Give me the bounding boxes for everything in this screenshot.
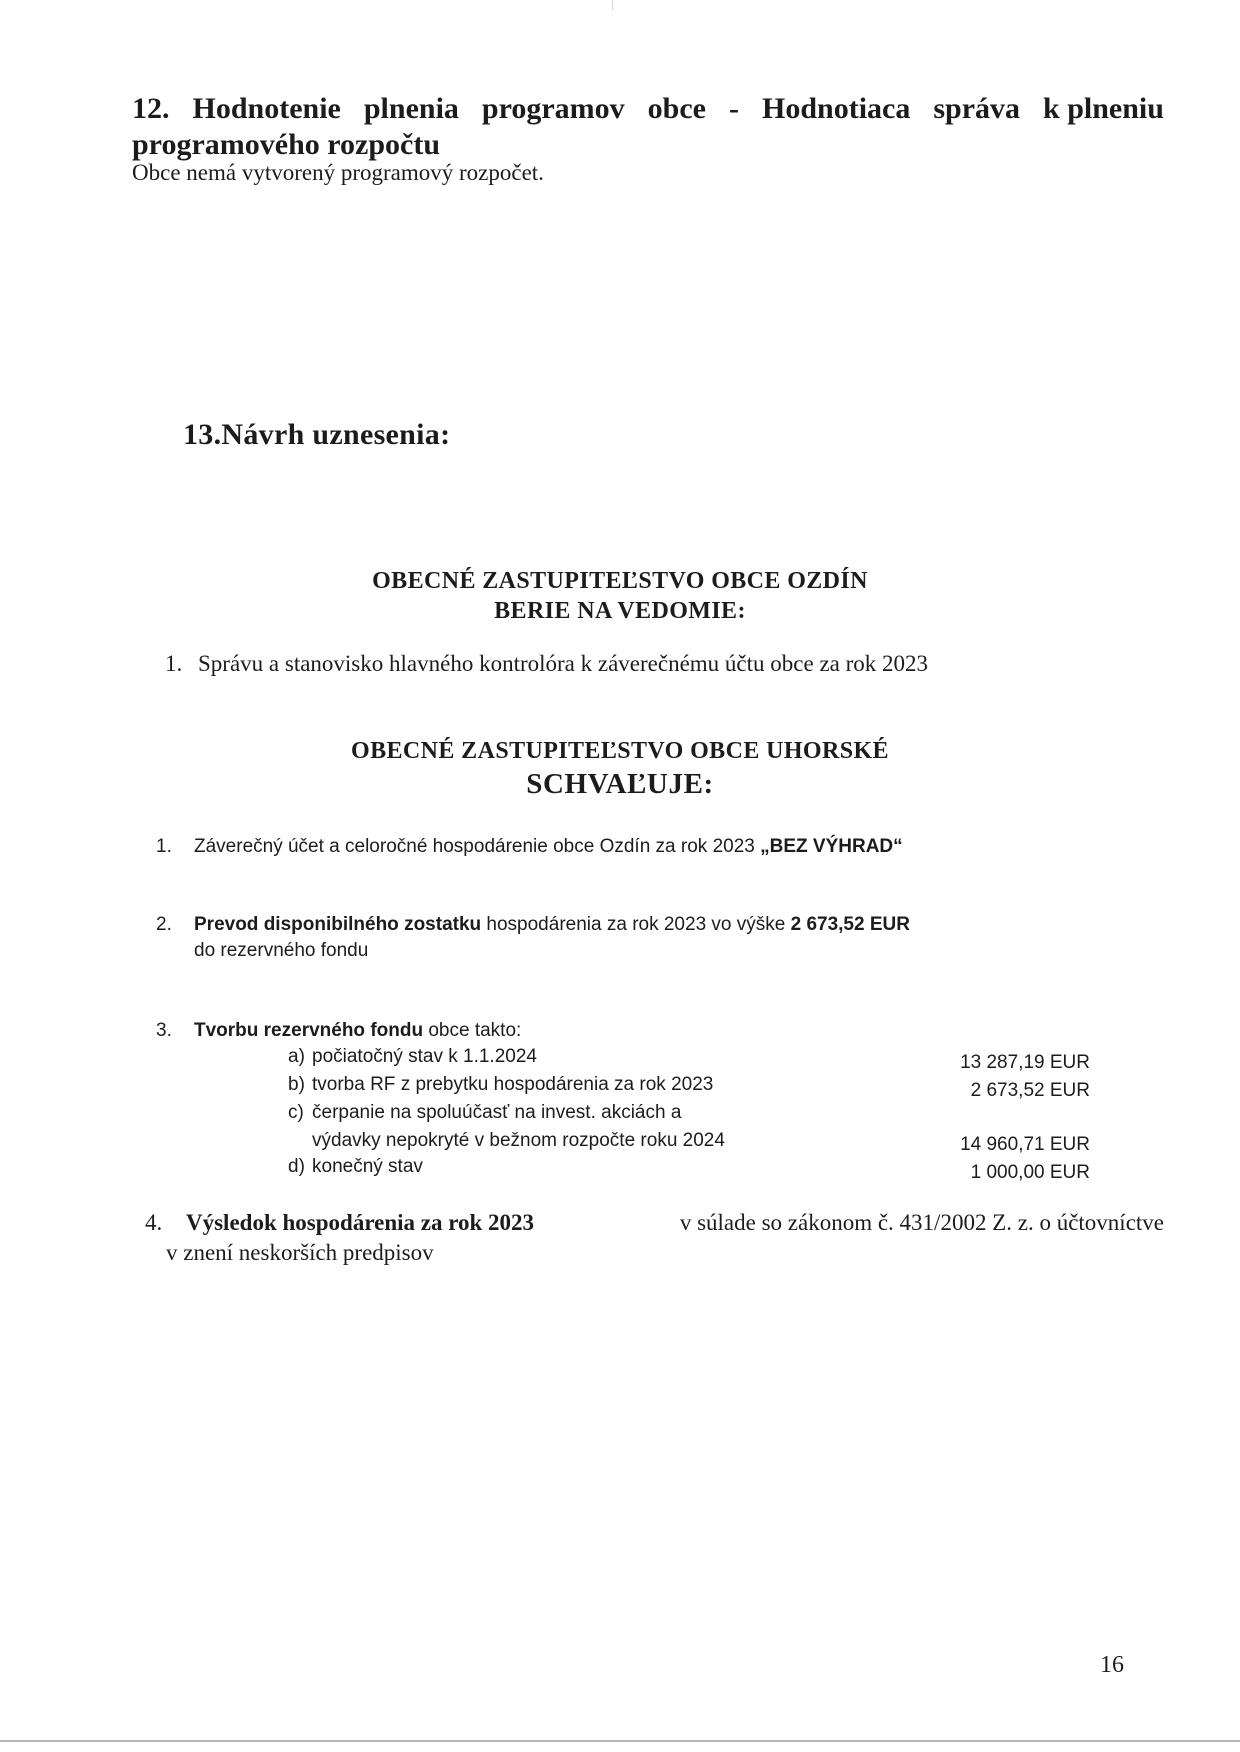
approve-item-3-text bbox=[194, 1020, 521, 1042]
title-word: programov bbox=[481, 92, 625, 125]
approve-item-1-body: Záverečný účet a celoročné hospodárenie obce Ozdín za rok 2023 bbox=[194, 836, 761, 857]
approve-item-1-text bbox=[194, 836, 903, 858]
approve-item-2-number: 2. bbox=[156, 914, 172, 935]
approve-item-2-line1 bbox=[194, 914, 910, 936]
title-word: - bbox=[729, 92, 739, 125]
approve-item-2-line2: do rezervného fondu bbox=[194, 940, 369, 961]
notice-item-number: 1. bbox=[165, 651, 183, 676]
title-word: správa bbox=[933, 92, 1021, 125]
notice-heading-line1: OBECNÉ ZASTUPITEĽSTVO OBCE OZDÍN bbox=[372, 568, 868, 594]
section-12-title-line1 bbox=[132, 92, 1164, 126]
section-12-body: Obce nemá vytvorený programový rozpočet. bbox=[132, 160, 544, 185]
approve-item-2-amount: 2 673,52 EUR bbox=[790, 914, 910, 935]
fund-row-text-cont: výdavky nepokryté v bežnom rozpočte roku 2024 bbox=[312, 1130, 725, 1151]
notice-heading-line2: BERIE NA VEDOMIE: bbox=[494, 598, 746, 624]
approve-item-2-bold1: Prevod disponibilného zostatku bbox=[194, 914, 482, 935]
approve-item-2-text1: hospodárenia za rok 2023 vo výške bbox=[481, 914, 791, 935]
approve-item-4-bold: Výsledok hospodárenia za rok 2023 bbox=[186, 1210, 535, 1235]
page-number: 16 bbox=[1100, 1652, 1124, 1678]
approve-item-4-number: 4. bbox=[145, 1210, 163, 1235]
fund-row-amount: 13 287,19 EUR bbox=[960, 1052, 1090, 1073]
fund-row-letter: c) bbox=[288, 1102, 304, 1123]
approve-item-4-line1 bbox=[186, 1210, 1164, 1236]
title-word: obce bbox=[647, 92, 706, 125]
title-word: plnenia bbox=[363, 92, 459, 125]
approve-heading-line1: OBECNÉ ZASTUPITEĽSTVO OBCE UHORSKÉ bbox=[351, 738, 889, 764]
approve-item-3-body: obce takto: bbox=[423, 1020, 522, 1041]
fund-row-letter: a) bbox=[288, 1046, 305, 1067]
approve-heading-line2: SCHVAĽUJE: bbox=[526, 768, 714, 800]
fund-row-amount: 1 000,00 EUR bbox=[970, 1162, 1090, 1183]
approve-item-4-line2: v znení neskorších predpisov bbox=[166, 1240, 434, 1265]
fund-row-text: konečný stav bbox=[312, 1156, 423, 1177]
fund-row-letter: d) bbox=[288, 1156, 305, 1177]
fund-row-amount: 14 960,71 EUR bbox=[960, 1134, 1090, 1155]
notice-item-text: Správu a stanovisko hlavného kontrolóra k záverečnému účtu obce za rok 2023 bbox=[198, 651, 929, 676]
scan-top-mark bbox=[612, 0, 613, 10]
fund-row-letter: b) bbox=[288, 1074, 305, 1095]
title-word: 12. bbox=[132, 92, 170, 125]
fund-row-text: tvorba RF z prebytku hospodárenia za rok 2023 bbox=[312, 1074, 714, 1095]
title-word: Hodnotenie bbox=[192, 92, 341, 125]
approve-item-1-bold: „BEZ VÝHRAD“ bbox=[760, 836, 903, 857]
scan-bottom-edge bbox=[0, 1740, 1240, 1742]
title-word: Hodnotiaca bbox=[762, 92, 911, 125]
fund-row-amount: 2 673,52 EUR bbox=[970, 1080, 1090, 1101]
approve-item-3-bold: Tvorbu rezervného fondu bbox=[194, 1020, 424, 1041]
section-12-title-line2: programového rozpočtu bbox=[132, 128, 441, 161]
fund-row-text: počiatočný stav k 1.1.2024 bbox=[312, 1046, 537, 1067]
approve-item-4-text: v súlade so zákonom č. 431/2002 Z. z. o účtovníctve bbox=[679, 1210, 1164, 1235]
title-word: k plneniu bbox=[1043, 92, 1164, 125]
approve-item-1-number: 1. bbox=[156, 836, 172, 857]
section-13-title: 13.Návrh uznesenia: bbox=[183, 418, 451, 451]
approve-item-3-number: 3. bbox=[156, 1020, 172, 1041]
fund-row-text: čerpanie na spoluúčasť na invest. akciách a bbox=[312, 1102, 682, 1123]
